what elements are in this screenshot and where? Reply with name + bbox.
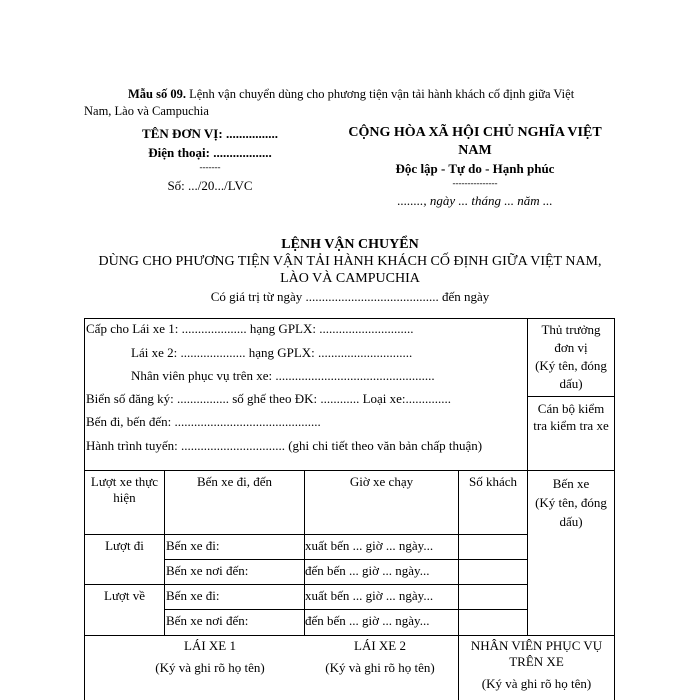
national-block	[320, 124, 630, 210]
unit-head-title: Thủ trưởng	[541, 322, 601, 337]
signature-driver1	[120, 638, 300, 676]
col-header-bus-l1: Bến xe	[552, 476, 590, 491]
unit-block	[110, 124, 310, 195]
unit-head-sign-2: dấu)	[559, 376, 583, 391]
signature-staff-note: (Ký và ghi rõ họ tên)	[481, 676, 592, 691]
motto-separator: ---------------	[452, 178, 498, 188]
table-col3	[458, 470, 459, 635]
table-cell-time: đến bến ... giờ ... ngày...	[305, 613, 430, 628]
stations-line: Bến đi, bến đến: .............................................	[86, 414, 321, 429]
form-description: Lệnh vận chuyển dùng cho phương tiện vận tải hành khách cố định giữa Việt	[189, 87, 575, 101]
issue-date: ........, ngày ... tháng ... năm ...	[397, 193, 553, 208]
signature-driver2	[290, 638, 470, 676]
signature-driver1-note: (Ký và ghi rõ họ tên)	[155, 660, 265, 675]
unit-head-title-2: đơn vị	[554, 340, 588, 355]
col-header-bus-station	[528, 474, 614, 531]
table-border-top	[84, 318, 615, 319]
inspector-title-2: tra kiểm tra xe	[533, 418, 609, 433]
motto: Độc lập - Tự do - Hạnh phúc	[395, 161, 555, 176]
table-cell-station: Bến xe nơi đến:	[166, 613, 249, 628]
table-row-line	[164, 559, 528, 560]
table-cell-station: Bến xe đi:	[166, 538, 220, 553]
inspector-box	[528, 400, 614, 434]
form-description-2: Nam, Lào và Campuchia	[84, 104, 209, 118]
col-header-bus-l2: (Ký tên, đóng	[535, 495, 607, 510]
form-number: Mẫu số 09.	[128, 87, 186, 101]
validity: Có giá trị từ ngày ......................................... đến ngày	[210, 289, 490, 304]
title-line2: DÙNG CHO PHƯƠNG TIỆN VẬN TẢI HÀNH KHÁCH CỐ ĐỊNH GIỮA VIỆT NAM,	[98, 254, 602, 269]
table-col1	[164, 470, 165, 635]
unit-phone: Điện thoại: ..................	[148, 145, 272, 160]
table-cell-station: Bến xe đi:	[166, 588, 220, 603]
table-cell-trip: Lượt về	[104, 588, 145, 603]
col-header-trip	[85, 474, 164, 506]
document-number: Số: .../20.../LVC	[167, 178, 253, 193]
signature-staff-title-2: TRÊN XE	[509, 654, 564, 669]
table-border-right	[614, 318, 615, 700]
route-line: Hành trình tuyến: ................................ (ghi chi tiết theo văn bản chấp thuận)	[86, 438, 483, 453]
signature-driver2-title: LÁI XE 2	[354, 638, 406, 653]
table-row-line	[84, 635, 615, 636]
table-cell-trip: Lượt đi	[105, 538, 144, 553]
plate-line: Biển số đăng ký: ................ số ghế theo ĐK: ............ Loại xe:..............	[86, 391, 452, 406]
col-header-passengers: Số khách	[468, 474, 518, 489]
unit-separator: -------	[199, 162, 221, 172]
col-header-station: Bến xe đi, đến	[196, 474, 273, 489]
table-cell-time: xuất bến ... giờ ... ngày...	[305, 538, 434, 553]
col-header-trip-l1: Lượt xe thực	[90, 474, 159, 489]
col-header-bus-l3: dấu)	[559, 514, 583, 529]
col-header-time: Giờ xe chạy	[349, 474, 414, 489]
table-row-line	[84, 584, 528, 585]
country-name: CỘNG HÒA XÃ HỘI CHỦ NGHĨA VIỆT	[348, 125, 602, 140]
signature-staff-title: NHÂN VIÊN PHỤC VỤ	[470, 638, 603, 653]
table-row-line	[164, 609, 528, 610]
unit-head-box	[528, 321, 614, 393]
table-cell-time: xuất bến ... giờ ... ngày...	[305, 588, 434, 603]
unit-head-sign: (Ký tên, đóng	[535, 358, 607, 373]
country-name-2: NAM	[458, 143, 492, 158]
document-title	[60, 236, 640, 305]
signature-staff	[459, 638, 614, 692]
table-cell-station: Bến xe nơi đến:	[166, 563, 249, 578]
table-cell-time: đến bến ... giờ ... ngày...	[305, 563, 430, 578]
title-line3: LÀO VÀ CAMPUCHIA	[280, 271, 420, 286]
driver2-line: Lái xe 2: .................... hạng GPLX: .............................	[131, 345, 413, 360]
table-row-line	[84, 534, 528, 535]
staff-line: Nhân viên phục vụ trên xe: .................................................	[131, 368, 435, 383]
table-border-left	[84, 318, 85, 700]
table-divider-head	[527, 396, 615, 397]
unit-name: TÊN ĐƠN VỊ: ................	[142, 126, 278, 141]
inspector-title: Cán bộ kiểm	[537, 401, 605, 416]
signature-driver1-title: LÁI XE 1	[184, 638, 236, 653]
signature-driver2-note: (Ký và ghi rõ họ tên)	[325, 660, 435, 675]
driver1-line: Cấp cho Lái xe 1: .................... hạng GPLX: .............................	[86, 321, 414, 336]
col-header-trip-l2: hiện	[113, 490, 136, 505]
form-header	[84, 86, 624, 120]
title-line1: LỆNH VẬN CHUYỂN	[281, 237, 419, 252]
